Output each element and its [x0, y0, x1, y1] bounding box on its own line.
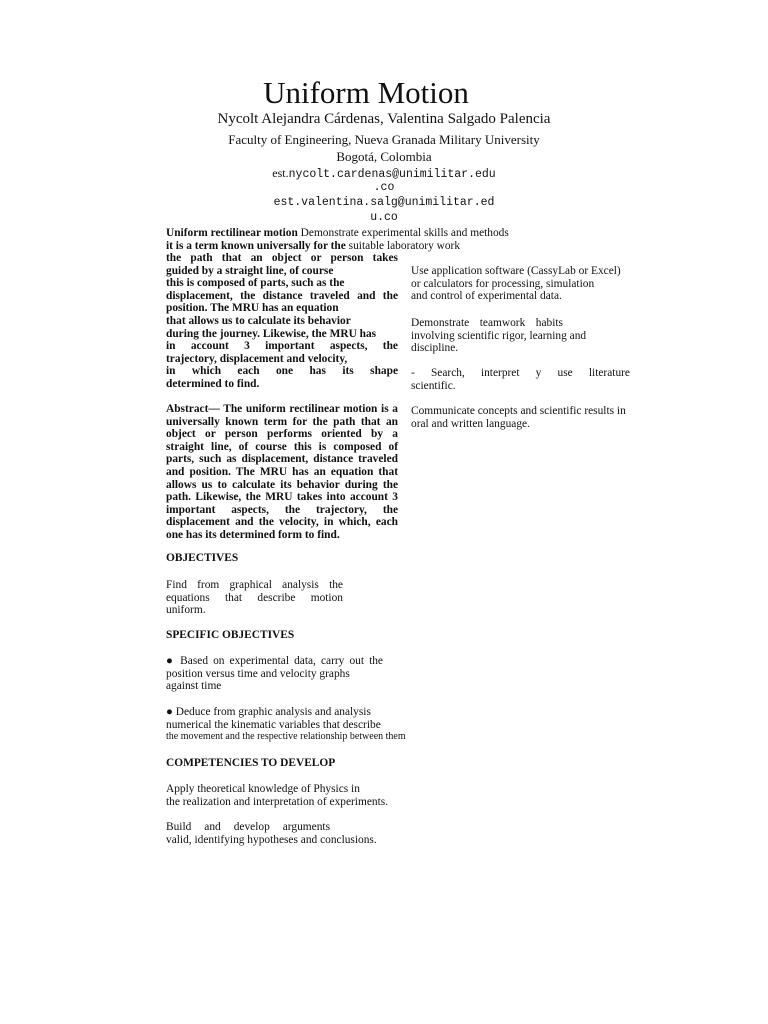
- right-paragraph-3: [411, 367, 630, 392]
- objectives-paragraph: [166, 579, 343, 617]
- email-1-line-2: .co: [373, 181, 395, 194]
- abstract-line: parts, such as displacement, distance traveled: [166, 453, 398, 466]
- right-text-line: or calculators for processing, simulation: [411, 277, 595, 290]
- right-paragraph-2: [411, 317, 587, 355]
- intro-text-line: trajectory, displacement and velocity,: [166, 352, 348, 365]
- intro-text-line: the path that an object or person takes: [166, 252, 398, 264]
- specific-objective-line: ● Deduce from graphic analysis and analysis: [166, 706, 371, 718]
- email-1-address: nycolt.cardenas@unimilitar.edu: [288, 168, 496, 181]
- intro-text-line: position. The MRU has an equation: [166, 302, 339, 315]
- specific-objective-1: [166, 655, 383, 693]
- right-text-line: involving scientific rigor, learning and: [411, 329, 587, 342]
- right-text-line: and control of experimental data.: [411, 290, 562, 303]
- abstract-line: object or person performs oriented by a: [166, 428, 398, 441]
- competencies-line: the realization and interpretation of experiments.: [166, 795, 389, 808]
- right-text-line: Communicate concepts and scientific results in: [411, 405, 626, 417]
- competencies-paragraph-2: [166, 821, 426, 846]
- intro-text-line: in account 3 important aspects, the: [166, 340, 398, 353]
- specific-objective-line: ● Based on experimental data, carry out the: [166, 655, 383, 667]
- intro-line-2-rest: suitable laboratory work: [345, 239, 461, 252]
- email-2-line-2: u.co: [370, 211, 398, 224]
- specific-objective-line: numerical the kinematic variables that describe: [166, 718, 381, 731]
- abstract-line: path. Likewise, the MRU takes into account 3: [166, 491, 398, 504]
- paper-affiliation: Faculty of Engineering, Nueva Granada Military University: [228, 132, 540, 147]
- right-paragraph-4: [411, 405, 630, 430]
- right-text-line: scientific.: [411, 379, 456, 392]
- intro-text-line: determined to find.: [166, 377, 260, 390]
- specific-objectives-heading: SPECIFIC OBJECTIVES: [166, 629, 295, 641]
- abstract-line: important aspects, the trajectory, the: [166, 503, 398, 516]
- right-text-line: Use application software (CassyLab or Excel): [411, 265, 621, 277]
- intro-line-1-rest: Demonstrate experimental skills and methods: [297, 227, 509, 239]
- specific-objective-line: position versus time and velocity graphs: [166, 667, 350, 680]
- objectives-line: uniform.: [166, 604, 206, 617]
- competencies-line: valid, identifying hypotheses and conclusions.: [166, 833, 377, 846]
- email-1-prefix: est.: [272, 166, 289, 180]
- objectives-line: Find from graphical analysis the: [166, 579, 343, 591]
- intro-line-2-bold: it is a term known universally for the: [166, 239, 346, 252]
- right-text-line: - Search, interpret y use literature: [411, 367, 630, 379]
- abstract-line: displacement and the velocity, in which, each: [166, 516, 398, 529]
- paper-city: Bogotá, Colombia: [336, 149, 432, 164]
- specific-objective-2: [166, 706, 446, 744]
- abstract-line: Abstract— The uniform rectilinear motion is a: [166, 403, 398, 415]
- specific-objective-line: the movement and the respective relationship between them: [166, 731, 406, 743]
- paper-authors: Nycolt Alejandra Cárdenas, Valentina Salgado Palencia: [217, 111, 551, 127]
- right-text-line: oral and written language.: [411, 417, 530, 430]
- right-paragraph-1: [411, 265, 630, 303]
- objectives-line: equations that describe motion: [166, 591, 343, 604]
- abstract-line: and position. The MRU has an equation that: [166, 465, 398, 478]
- intro-text-line: displacement, the distance traveled and the: [166, 289, 398, 302]
- competencies-line: Build and develop arguments: [166, 821, 330, 833]
- right-text-line: discipline.: [411, 342, 459, 355]
- right-text-line: Demonstrate teamwork habits: [411, 317, 563, 329]
- abstract-line: allows us to calculate its behavior during the: [166, 478, 398, 491]
- abstract-paragraph: [166, 403, 398, 542]
- competencies-paragraph-1: [166, 783, 426, 808]
- competencies-heading: COMPETENCIES TO DEVELOP: [166, 757, 336, 769]
- specific-objective-line: against time: [166, 680, 222, 693]
- intro-text-line: that allows us to calculate its behavior: [166, 314, 351, 327]
- abstract-line: one has its determined form to find.: [166, 528, 340, 541]
- intro-text-line: guided by a straight line, of course: [166, 264, 334, 277]
- intro-line-1: [166, 227, 526, 240]
- paper-title: Uniform Motion: [263, 75, 469, 110]
- intro-text-line: in which each one has its shape: [166, 365, 398, 378]
- intro-text-line: during the journey. Likewise, the MRU has: [166, 327, 377, 340]
- abstract-line: universally known term for the path that an: [166, 415, 398, 428]
- abstract-line: straight line, of course this is composed of: [166, 440, 398, 453]
- intro-line-2: [166, 240, 526, 253]
- objectives-heading: OBJECTIVES: [166, 552, 239, 564]
- intro-line-1-bold: Uniform rectilinear motion: [166, 227, 298, 239]
- email-2-line-1: est.valentina.salg@unimilitar.ed: [273, 196, 495, 209]
- intro-paragraph: [166, 252, 398, 391]
- intro-text-line: this is composed of parts, such as the: [166, 277, 345, 290]
- competencies-line: Apply theoretical knowledge of Physics in: [166, 783, 360, 795]
